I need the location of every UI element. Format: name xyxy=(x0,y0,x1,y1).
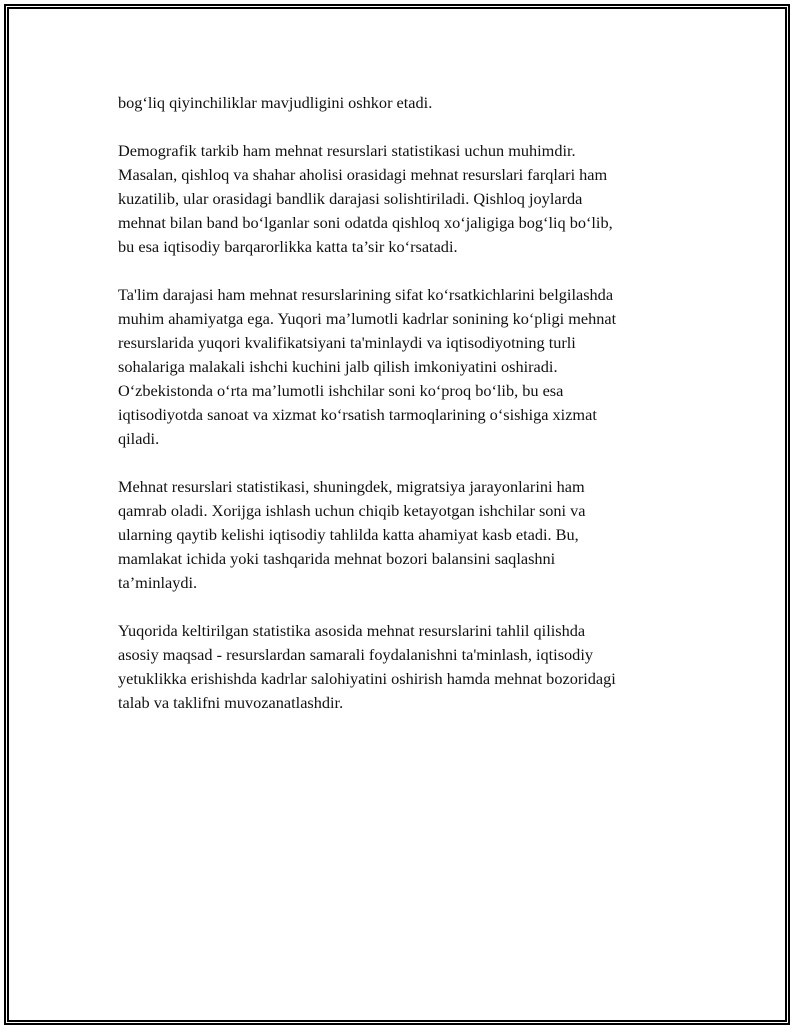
paragraph-5: Yuqorida keltirilgan statistika asosida mehnat resurslarini tahlil qilishda asosiy maqsad - resurslardan samarali foydalanishni ta'minlash, iqtisodiy yetuklikka erishishda kadrlar salohiyatini oshirish hamda mehnat bozoridagi talab va taklifni muvozanatlashdir. xyxy=(118,621,616,712)
paragraph-2: Demografik tarkib ham mehnat resurslari statistikasi uchun muhimdir. Masalan, qishloq va shahar aholisi orasidagi mehnat resurslari farqlari ham kuzatilib, ular orasidagi bandlik darajasi solishtiriladi. Qishloq joylarda mehnat bilan band bo‘lganlar soni odatda qishloq xo‘jaligiga bog‘liq bo‘lib, bu esa iqtisodiy barqarorlikka katta ta’sir ko‘rsatadi. xyxy=(118,141,613,256)
paragraph-1: bog‘liq qiyinchiliklar mavjudligini oshkor etadi. xyxy=(118,93,433,112)
document-body xyxy=(118,91,693,739)
paragraph-3: Ta'lim darajasi ham mehnat resurslarining sifat ko‘rsatkichlarini belgilashda muhim ahamiyatga ega. Yuqori ma’lumotli kadrlar sonining ko‘pligi mehnat resurslarida yuqori kvalifikatsiyani ta'minlaydi va iqtisodiyotning turli sohalariga malakali ishchi kuchini jalb qilish imkoniyatini oshiradi. O‘zbekistonda o‘rta ma’lumotli ishchilar soni ko‘proq bo‘lib, bu esa iqtisodiyotda sanoat va xizmat ko‘rsatish tarmoqlarining o‘sishiga xizmat qiladi. xyxy=(118,285,617,448)
paragraph-4: Mehnat resurslari statistikasi, shuningdek, migratsiya jarayonlarini ham qamrab oladi. Xorijga ishlash uchun chiqib ketayotgan ishchilar soni va ularning qaytib kelishi iqtisodiy tahlilda katta ahamiyat kasb etadi. Bu, mamlakat ichida yoki tashqarida mehnat bozori balansini saqlashni ta’minlaydi. xyxy=(118,477,586,592)
